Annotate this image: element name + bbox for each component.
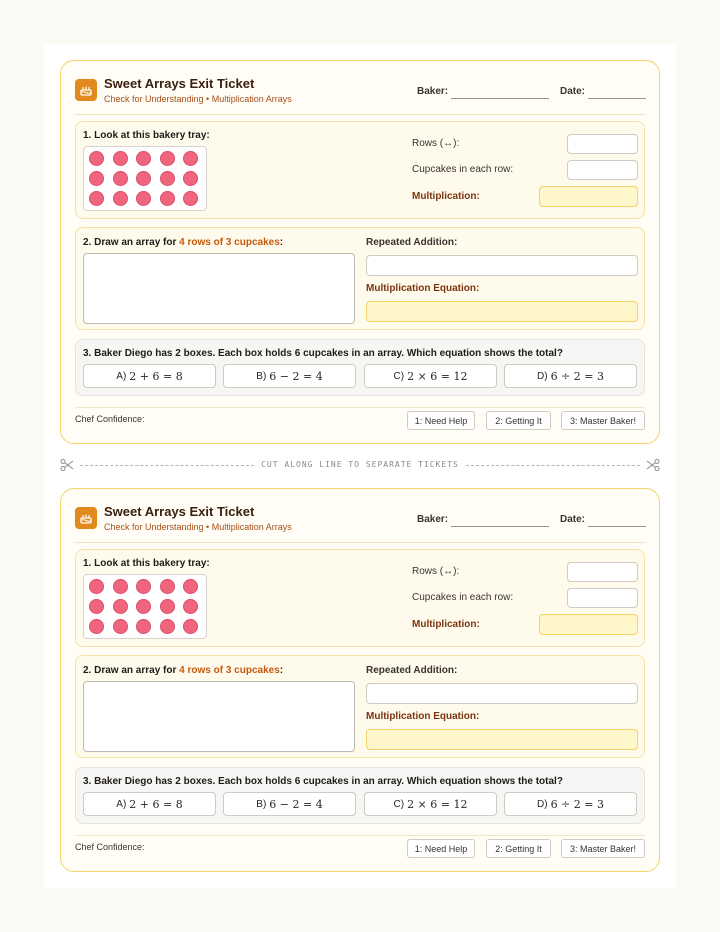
option-equation: 2 × 6 = 12 [407,797,468,811]
cupcake-dot [113,191,128,206]
rows-input[interactable] [567,562,638,582]
option-d-button[interactable] [504,364,637,388]
exit-ticket-1 [60,60,660,444]
option-letter: C) [393,798,405,810]
scissors-icon [646,458,660,472]
question-3-prompt: 3. Baker Diego has 2 boxes. Each box holds 6 cupcakes in an array. Which equation shows the total? [83,348,563,359]
question-1-card [75,121,645,219]
cupcake-dot [183,171,198,186]
repeated-addition-input[interactable] [366,255,638,276]
cupcake-dot [183,191,198,206]
question-2-highlight: 4 rows of 3 cupcakes [179,665,280,676]
cut-line-text: CUT ALONG LINE TO SEPARATE TICKETS [261,460,459,469]
confidence-row [75,835,645,861]
cupcake-dot [113,171,128,186]
cupcake-dot [160,619,175,634]
confidence-need-help-button[interactable]: 1: Need Help [407,839,475,858]
option-letter: A) [116,370,127,382]
cupcake-dot [89,579,104,594]
exit-ticket-2 [60,488,660,872]
cupcake-dot [183,151,198,166]
option-letter: D) [537,798,548,810]
baker-label: Baker: [417,514,449,525]
date-field[interactable] [588,526,646,527]
multiplication-equation-input[interactable] [366,301,638,322]
cupcake-dot [136,191,151,206]
repeated-addition-input[interactable] [366,683,638,704]
ticket-title: Sweet Arrays Exit Ticket [104,504,255,519]
question-2-prompt [83,665,283,676]
date-field[interactable] [588,98,646,99]
question-3-prompt: 3. Baker Diego has 2 boxes. Each box holds 6 cupcakes in an array. Which equation shows the total? [83,776,563,787]
cupcake-dot [160,171,175,186]
question-2-card [75,655,645,758]
question-2-highlight: 4 rows of 3 cupcakes [179,237,280,248]
cupcakes-per-row-label: Cupcakes in each row: [412,164,514,175]
cupcake-dot [113,599,128,614]
cupcake-dot [183,599,198,614]
confidence-getting-it-button[interactable]: 2: Getting It [486,839,551,858]
repeated-addition-label: Repeated Addition: [366,665,458,676]
option-letter: C) [393,370,405,382]
option-d-button[interactable] [504,792,637,816]
chef-confidence-label: Chef Confidence: [75,414,145,424]
ticket-subtitle: Check for Understanding • Multiplication Arrays [104,94,292,104]
ticket-title: Sweet Arrays Exit Ticket [104,76,255,91]
question-3-card [75,767,645,824]
question-2-prompt-prefix: 2. Draw an array for [83,665,180,676]
option-b-button[interactable] [223,792,356,816]
multiplication-label: Multiplication: [412,191,480,202]
confidence-getting-it-button[interactable]: 2: Getting It [486,411,551,430]
cupcake-dot [113,151,128,166]
cupcake-dot [113,619,128,634]
cupcake-dot [136,599,151,614]
multiplication-equation-label: Multiplication Equation: [366,711,480,722]
option-equation: 6 ÷ 2 = 3 [550,797,604,811]
question-2-prompt [83,237,283,248]
cut-dashes-right [466,465,640,466]
question-3-card [75,339,645,396]
option-equation: 6 − 2 = 4 [269,369,323,383]
confidence-master-baker-button[interactable]: 3: Master Baker! [561,839,645,858]
option-b-button[interactable] [223,364,356,388]
cake-icon [75,79,97,101]
cupcake-dot [136,619,151,634]
chef-confidence-label: Chef Confidence: [75,842,145,852]
confidence-master-baker-button[interactable]: 3: Master Baker! [561,411,645,430]
cupcakes-per-row-input[interactable] [567,588,638,608]
option-letter: D) [537,370,548,382]
option-letter: B) [256,798,267,810]
option-letter: A) [116,798,127,810]
cut-dashes-left [80,465,254,466]
rows-label: Rows (↔): [412,566,460,577]
confidence-need-help-button[interactable]: 1: Need Help [407,411,475,430]
repeated-addition-label: Repeated Addition: [366,237,458,248]
ticket-header [75,75,645,115]
multiplication-input[interactable] [539,186,638,207]
question-2-card [75,227,645,330]
cupcakes-per-row-input[interactable] [567,160,638,180]
cupcake-dot [89,599,104,614]
cupcake-dot [136,579,151,594]
cupcake-dot [183,579,198,594]
cupcake-dot [136,171,151,186]
question-2-prompt-suffix: : [279,237,284,248]
cupcake-dot [113,579,128,594]
option-equation: 6 ÷ 2 = 3 [550,369,604,383]
multiplication-input[interactable] [539,614,638,635]
question-1-card [75,549,645,647]
cupcake-dot [89,191,104,206]
baker-name-field[interactable] [451,98,549,99]
confidence-row [75,407,645,433]
cupcake-dot [160,191,175,206]
option-equation: 2 + 6 = 8 [129,797,183,811]
baker-name-field[interactable] [451,526,549,527]
date-label: Date: [560,86,586,97]
option-c-button[interactable] [364,792,497,816]
option-a-button[interactable] [83,792,216,816]
cut-line [60,458,660,472]
array-drawing-area[interactable] [83,681,355,752]
option-equation: 6 − 2 = 4 [269,797,323,811]
rows-label: Rows (↔): [412,138,460,149]
bakery-tray [83,146,207,211]
cupcake-dot [183,619,198,634]
bakery-tray [83,574,207,639]
cake-icon [75,507,97,529]
cupcakes-per-row-label: Cupcakes in each row: [412,592,514,603]
rows-input[interactable] [567,134,638,154]
option-equation: 2 × 6 = 12 [407,369,468,383]
option-letter: B) [256,370,267,382]
ticket-header [75,503,645,543]
option-equation: 2 + 6 = 8 [129,369,183,383]
multiplication-equation-input[interactable] [366,729,638,750]
date-label: Date: [560,514,586,525]
cupcake-dot [160,599,175,614]
question-1-prompt: 1. Look at this bakery tray: [83,558,210,569]
cupcake-dot [160,151,175,166]
baker-label: Baker: [417,86,449,97]
cupcake-dot [89,151,104,166]
ticket-subtitle: Check for Understanding • Multiplication Arrays [104,522,292,532]
array-drawing-area[interactable] [83,253,355,324]
cupcake-dot [160,579,175,594]
cupcake-dot [136,151,151,166]
question-2-prompt-prefix: 2. Draw an array for [83,237,180,248]
question-1-prompt: 1. Look at this bakery tray: [83,130,210,141]
cupcake-dot [89,619,104,634]
question-2-prompt-suffix: : [279,665,284,676]
multiplication-equation-label: Multiplication Equation: [366,283,480,294]
option-c-button[interactable] [364,364,497,388]
cupcake-dot [89,171,104,186]
option-a-button[interactable] [83,364,216,388]
multiplication-label: Multiplication: [412,619,480,630]
